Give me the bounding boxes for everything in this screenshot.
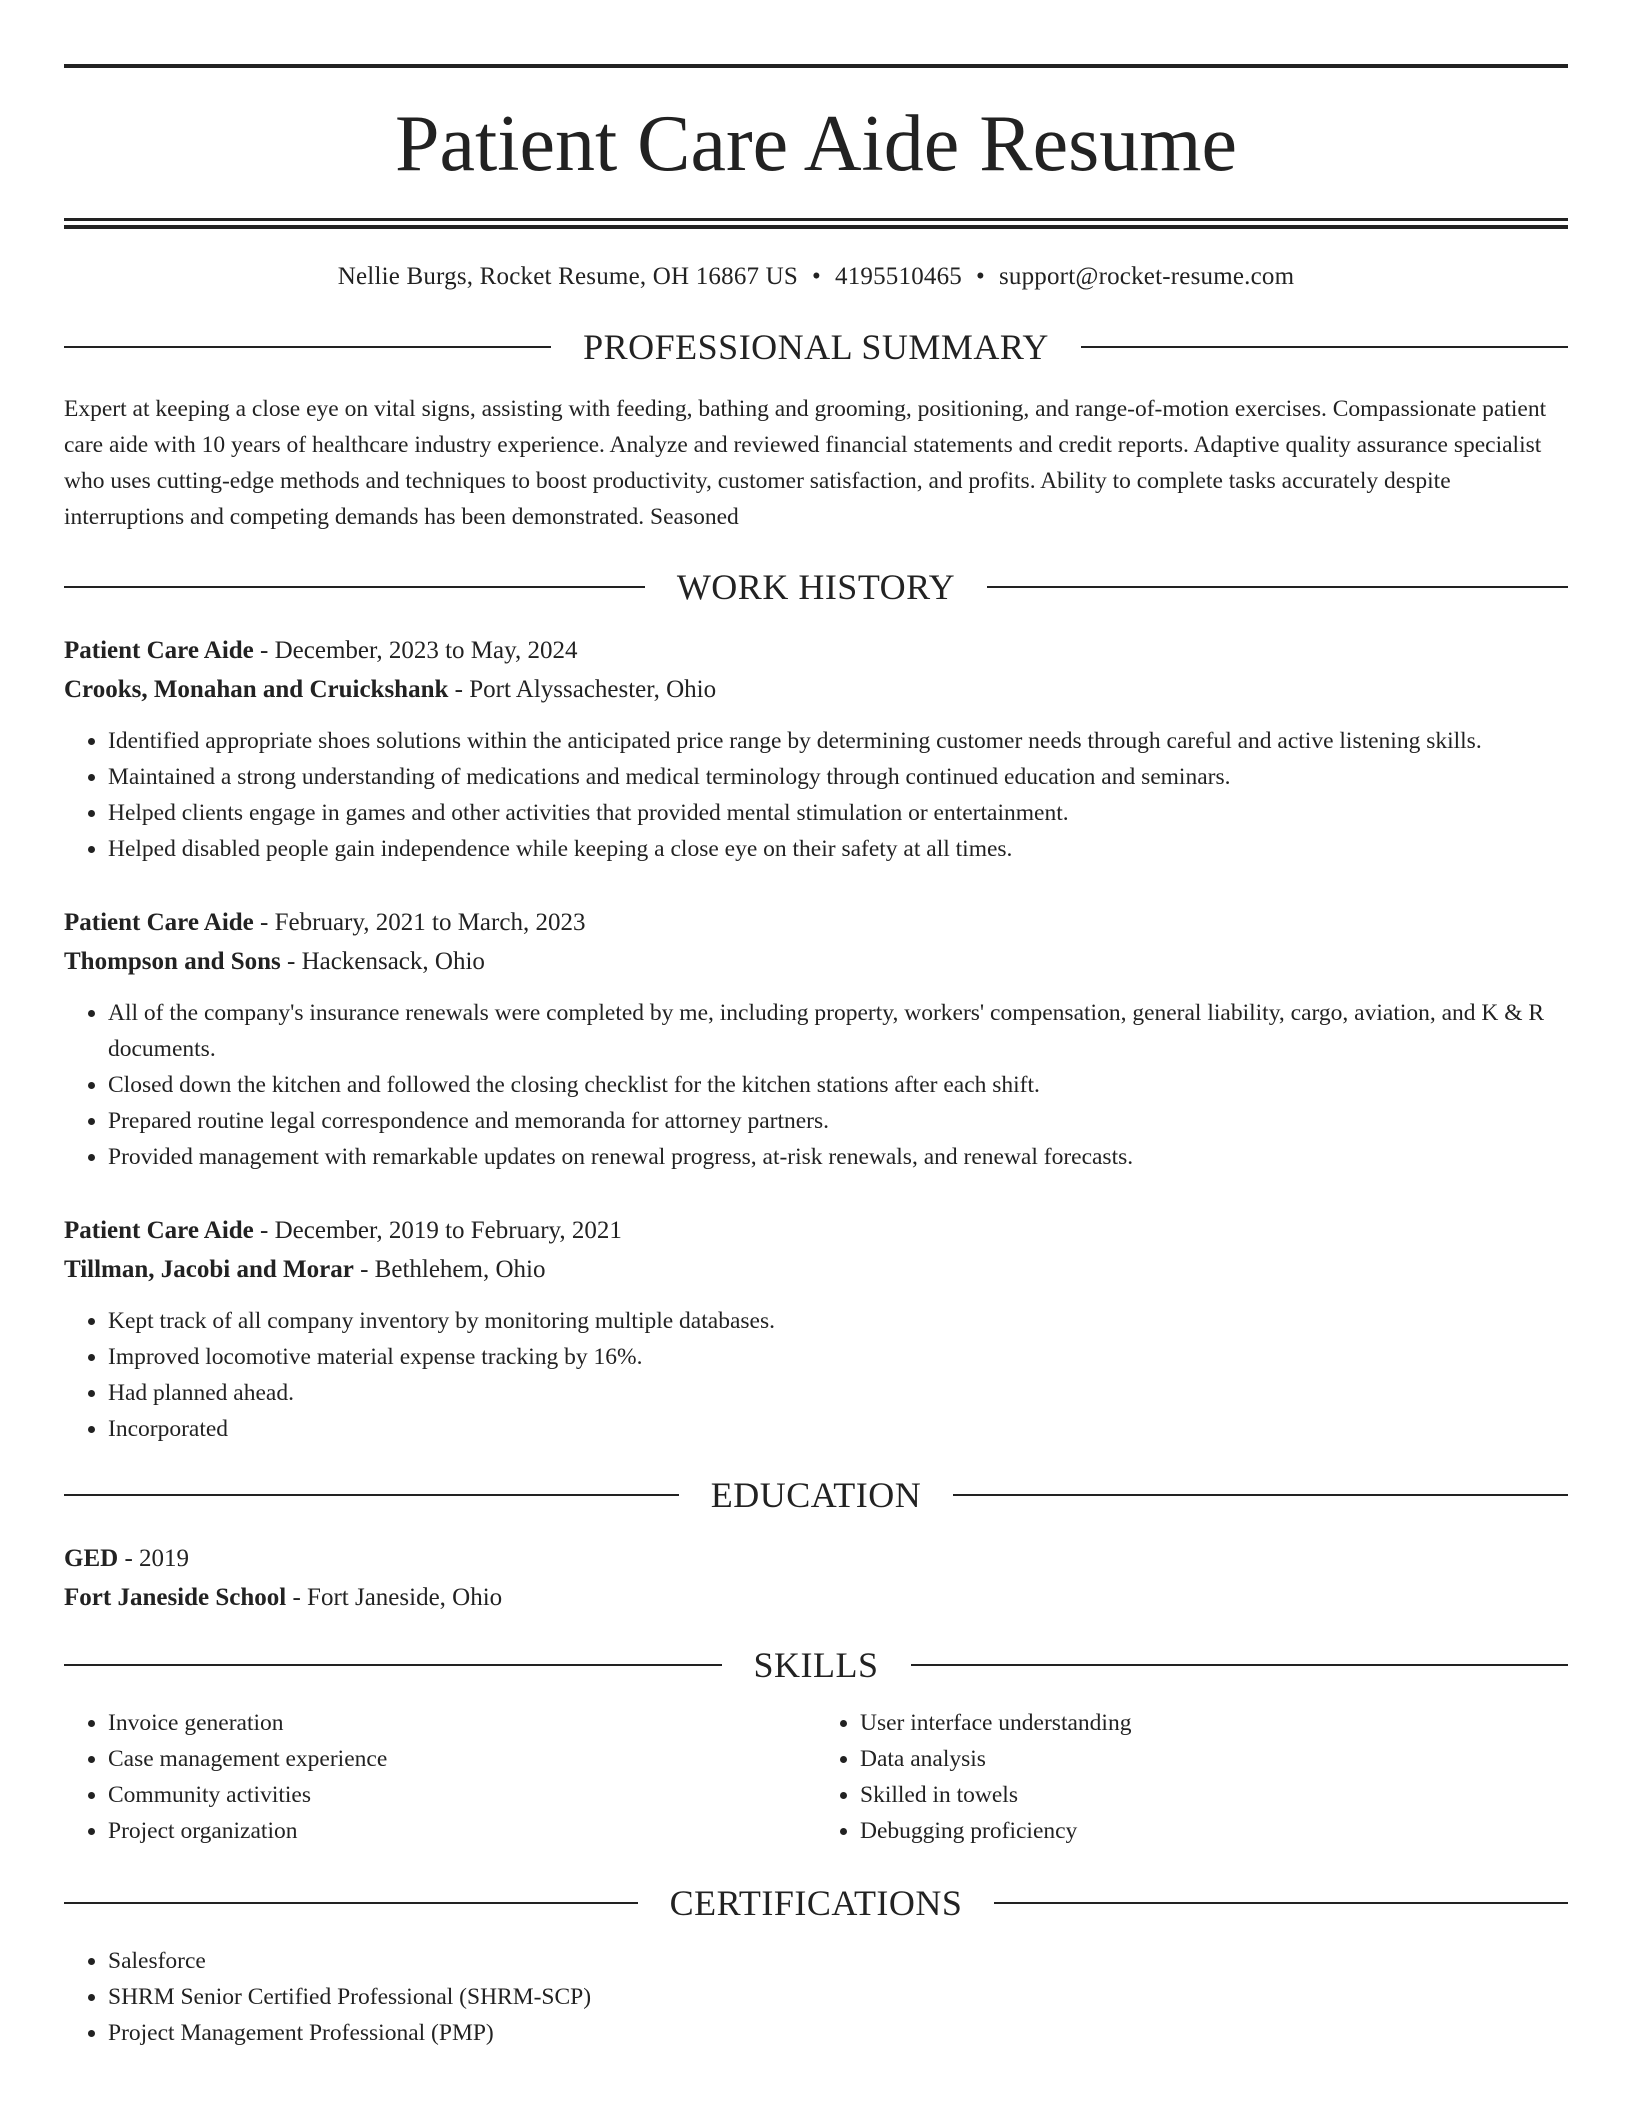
list-item: • Data analysis: [860, 1741, 1568, 1777]
section-title: EDUCATION: [710, 1475, 922, 1515]
education-location: - Fort Janeside, Ohio: [286, 1584, 503, 1611]
list-item: • SHRM Senior Certified Professional (SHRM-SCP): [108, 1979, 1568, 2015]
list-item: • Project organization: [108, 1813, 816, 1849]
list-item: • Maintained a strong understanding of medications and medical terminology through continued education and seminars.: [108, 759, 1568, 795]
section-title: CERTIFICATIONS: [669, 1883, 963, 1923]
skills-column-right: [816, 1705, 1568, 1849]
job-company-line: [64, 1250, 1568, 1289]
section-heading-skills: [64, 1647, 1568, 1683]
education-entry: [64, 1539, 1568, 1617]
resume-page: [64, 64, 1568, 2051]
job-title: Patient Care Aide: [64, 637, 254, 664]
list-item: • Debugging proficiency: [860, 1813, 1568, 1849]
page-title: Patient Care Aide Resume: [394, 100, 1238, 188]
section-heading-education: [64, 1477, 1568, 1513]
divider-line: [911, 1664, 1569, 1666]
section-title: PROFESSIONAL SUMMARY: [583, 327, 1049, 367]
skills-grid: [64, 1705, 1568, 1849]
divider-line: [64, 1494, 679, 1496]
job-dates: - December, 2019 to February, 2021: [253, 1217, 622, 1244]
list-item: • All of the company's insurance renewals were completed by me, including property, workers' compensation, general liability, cargo, aviation, and K & R documents.: [108, 995, 1568, 1067]
list-item: • Had planned ahead.: [108, 1375, 1568, 1411]
list-item: • Kept track of all company inventory by monitoring multiple databases.: [108, 1303, 1568, 1339]
divider-line: [64, 1664, 722, 1666]
job-dates: - February, 2021 to March, 2023: [253, 909, 586, 936]
job-title: Patient Care Aide: [64, 1217, 254, 1244]
job-title-line: [64, 903, 1568, 942]
job-entry: [64, 903, 1568, 1175]
skills-column-left: [64, 1705, 816, 1849]
job-location: - Port Alyssachester, Ohio: [448, 676, 717, 703]
job-company-line: [64, 942, 1568, 981]
list-item: • Closed down the kitchen and followed the closing checklist for the kitchen stations after each shift.: [108, 1067, 1568, 1103]
education-year: - 2019: [118, 1545, 190, 1572]
education-degree: GED: [64, 1545, 119, 1572]
education-degree-line: [64, 1539, 1568, 1578]
list-item: • Case management experience: [108, 1741, 816, 1777]
list-item: • Incorporated: [108, 1411, 1568, 1447]
job-company: Crooks, Monahan and Cruickshank: [64, 676, 449, 703]
divider-line: [1081, 346, 1568, 348]
list-item: • Prepared routine legal correspondence and memoranda for attorney partners.: [108, 1103, 1568, 1139]
job-location: - Bethlehem, Ohio: [353, 1256, 546, 1283]
divider-line: [64, 346, 551, 348]
job-location: - Hackensack, Ohio: [280, 948, 485, 975]
job-company: Tillman, Jacobi and Morar: [64, 1256, 354, 1283]
contact-line: [64, 263, 1568, 291]
contact-address: Nellie Burgs, Rocket Resume, OH 16867 US: [337, 263, 799, 290]
job-title: Patient Care Aide: [64, 909, 254, 936]
job-title-line: [64, 631, 1568, 670]
summary-paragraph: Expert at keeping a close eye on vital signs, assisting with feeding, bathing and grooming, positioning, and range-of-motion exercises. Compassionate patient care aide with 10 years of healthcare industry experience. Analyze and reviewed financial statements and credit reports. Adaptive quality assurance specialist who uses cutting-edge methods and techniques to boost productivity, customer satisfaction, and profits. Ability to complete tasks accurately despite interruptions and competing demands has been demonstrated. Seasoned: [64, 396, 1547, 530]
job-dates: - December, 2023 to May, 2024: [253, 637, 578, 664]
job-company: Thompson and Sons: [64, 948, 281, 975]
list-item: • Provided management with remarkable updates on renewal progress, at-risk renewals, and renewal forecasts.: [108, 1139, 1568, 1175]
contact-email[interactable]: support@rocket-resume.com: [998, 263, 1295, 290]
divider-line: [987, 586, 1568, 588]
job-entry: [64, 1211, 1568, 1447]
job-company-line: [64, 670, 1568, 709]
section-title: WORK HISTORY: [676, 567, 956, 607]
list-item: • Project Management Professional (PMP): [108, 2015, 1568, 2051]
contact-phone: 4195510465: [835, 263, 962, 290]
job-bullets: [64, 723, 1568, 867]
list-item: • Salesforce: [108, 1943, 1568, 1979]
list-item: • Community activities: [108, 1777, 816, 1813]
education-school-line: [64, 1578, 1568, 1617]
list-item: • Skilled in towels: [860, 1777, 1568, 1813]
list-item: • Improved locomotive material expense tracking by 16%.: [108, 1339, 1568, 1375]
title-double-rule: [64, 218, 1568, 229]
list-item: • Invoice generation: [108, 1705, 816, 1741]
section-title: SKILLS: [753, 1645, 879, 1685]
list-item: • Identified appropriate shoes solutions within the anticipated price range by determining customer needs through careful and active listening skills.: [108, 723, 1568, 759]
divider-line: [64, 1902, 638, 1904]
divider-line: [994, 1902, 1568, 1904]
job-title-line: [64, 1211, 1568, 1250]
contact-separator: •: [976, 263, 985, 290]
education-school: Fort Janeside School: [64, 1584, 287, 1611]
list-item: • Helped clients engage in games and other activities that provided mental stimulation or entertainment.: [108, 795, 1568, 831]
section-heading-summary: [64, 329, 1568, 365]
list-item: • User interface understanding: [860, 1705, 1568, 1741]
contact-separator: •: [812, 263, 821, 290]
job-bullets: [64, 1303, 1568, 1447]
top-rule: [64, 64, 1568, 68]
job-bullets: [64, 995, 1568, 1175]
job-entry: [64, 631, 1568, 867]
section-heading-certifications: [64, 1885, 1568, 1921]
divider-line: [64, 586, 645, 588]
list-item: • Helped disabled people gain independence while keeping a close eye on their safety at all times.: [108, 831, 1568, 867]
section-heading-work-history: [64, 569, 1568, 605]
divider-line: [953, 1494, 1568, 1496]
certifications-list: [64, 1943, 1568, 2051]
